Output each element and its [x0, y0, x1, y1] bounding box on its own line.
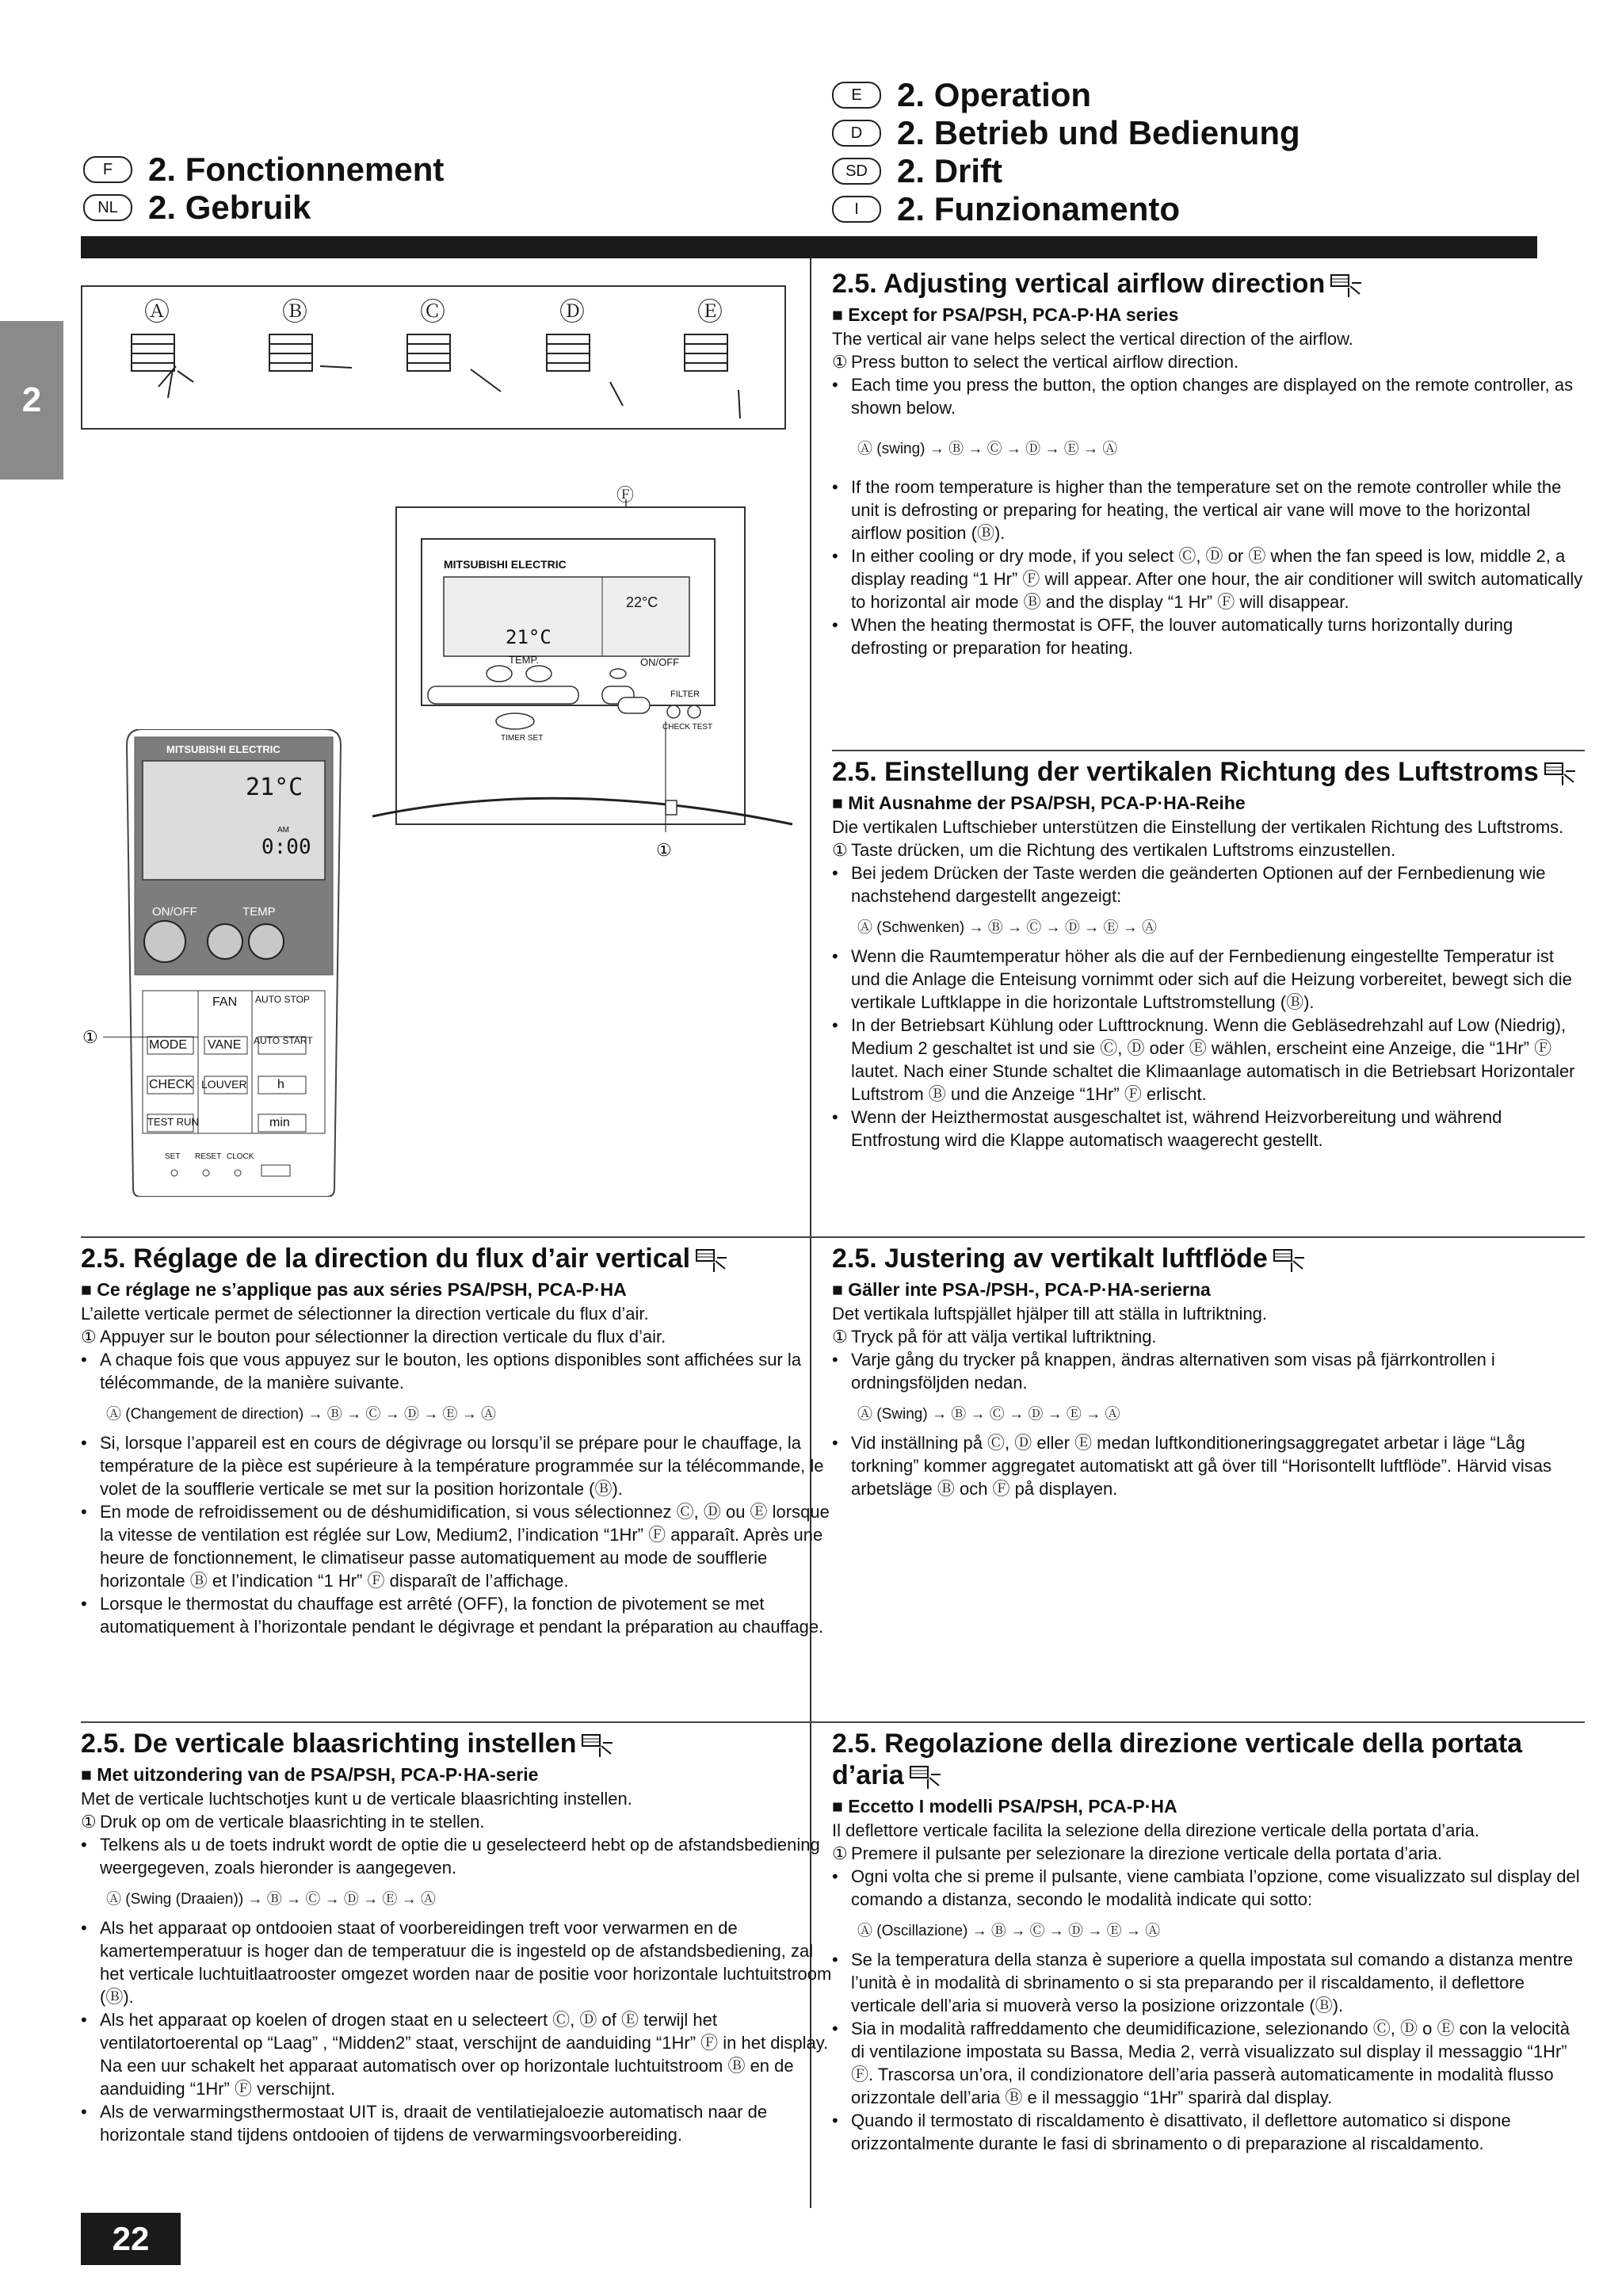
airflow-icon	[695, 1247, 728, 1274]
remote-display-time: 0:00	[261, 835, 311, 859]
vane-positions-diagram	[81, 285, 786, 430]
section-it-intro: Il deflettore verticale facilita la selezione della direzione verticale della portata d’aria.	[832, 1820, 1479, 1840]
section-en-list2	[832, 476, 1585, 659]
remote-display-temp: 21°C	[246, 774, 303, 801]
list-item: ① Tryck på för att välja vertikal luftriktning.	[832, 1327, 1157, 1347]
vane-d-icon	[547, 334, 623, 406]
airflow-icon	[1273, 1247, 1306, 1274]
header-it	[832, 190, 1300, 228]
list-item: • Telkens als u de toets indrukt wordt de optie die u geselecteerd hebt op de afstandsbediening weergegeven, zoals hieronder is aangegeven.	[81, 1835, 820, 1878]
section-sv-sequence: Ⓐ (Swing) → Ⓑ → Ⓒ → Ⓓ → Ⓔ → Ⓐ	[857, 1406, 1120, 1423]
airflow-icon	[1330, 272, 1363, 299]
lang-badge-sv: SD	[832, 158, 881, 185]
section-fr-list2	[81, 1431, 834, 1638]
list-item: ① Druk op om de verticale blaasrichting in te stellen.	[81, 1812, 485, 1832]
header-en-title: 2. Operation	[897, 76, 1092, 113]
vane-b-icon	[269, 334, 352, 371]
remote-auto-start-label: AUTO START	[254, 1035, 313, 1046]
section-nl-list2	[81, 1916, 834, 2146]
header-en	[832, 76, 1300, 114]
section-en	[832, 268, 1585, 659]
section-nl-intro: Met de verticale luchtschotjes kunt u de verticale blaasrichting instellen.	[81, 1789, 632, 1809]
page-number: 22	[81, 2213, 181, 2265]
section-nl-sub: ■ Met uitzondering van de PSA/PSH, PCA-P·HA-serie	[81, 1764, 539, 1785]
remote-onoff-label: ON/OFF	[152, 905, 197, 919]
list-item: ① Premere il pulsante per selezionare la direzione verticale della portata d’aria.	[832, 1843, 1442, 1863]
list-item: • A chaque fois que vous appuyez sur le bouton, les options disponibles sont affichées sur la télécommande, de la manière suivante.	[81, 1350, 802, 1392]
list-item: • Lorsque le thermostat du chauffage est arrêté (OFF), la fonction de pivotement se met automatiquement à l’horizontale pendant le dégivrage et pendant la préparation au chauffage.	[81, 1594, 824, 1637]
list-item: • In either cooling or dry mode, if you select Ⓒ, Ⓓ or Ⓔ when the fan speed is low, middle 2, a display reading “1 Hr” Ⓕ will appear. After one hour, the air conditioner will switch automatically to horizontal air mode Ⓑ and the display “1 Hr” Ⓕ will disappear.	[832, 546, 1583, 612]
section-fr-list	[81, 1325, 834, 1394]
section-fr-intro: L’ailette verticale permet de sélectionner la direction verticale du flux d’air.	[81, 1304, 649, 1324]
section-fr	[81, 1236, 834, 1638]
header-it-title: 2. Funzionamento	[897, 190, 1180, 227]
list-item: • Si, lorsque l’appareil est en cours de dégivrage ou lorsqu’il se prépare pour le chauffage, la température de la pièce est supérieure à la température programmée sur la télécommande, le volet de la soufflerie verticale se met sur la position horizontale (Ⓑ).	[81, 1433, 824, 1499]
section-en-sub: ■ Except for PSA/PSH, PCA-P·HA series	[832, 304, 1179, 325]
lang-badge-it: I	[832, 196, 881, 223]
section-fr-title: 2.5. Réglage de la direction du flux d’air vertical	[81, 1243, 834, 1274]
section-en-list	[832, 350, 1585, 419]
section-nl-list	[81, 1810, 834, 1879]
header-de-title: 2. Betrieb und Bedienung	[897, 114, 1300, 151]
remote-min-label: min	[269, 1116, 290, 1129]
vane-e-icon	[685, 334, 740, 418]
list-item: • Als het apparaat op koelen of drogen staat en u selecteert Ⓒ, Ⓓ of Ⓔ terwijl het ventilatortoerental op “Laag” , “Midden2” staat, verschijnt de aanduiding “1Hr” Ⓕ in het display. Na een uur schakelt het apparaat automatisch over op horizontale luchtuitstroom Ⓑ en de aanduiding “1Hr” Ⓕ verschijnt.	[81, 2010, 829, 2099]
top-rule	[81, 236, 1537, 258]
remote-mode-label: MODE	[149, 1038, 187, 1052]
remote-clock-label: CLOCK	[227, 1152, 254, 1161]
wired-callout-1: ①	[656, 840, 672, 860]
airflow-icon	[581, 1732, 614, 1759]
vane-label-a: Ⓐ	[144, 297, 170, 326]
vane-label-e: Ⓔ	[697, 297, 723, 326]
section-nl	[81, 1721, 834, 2146]
header-de	[832, 114, 1300, 152]
list-item: • Sia in modalità raffreddamento che deumidificazione, selezionando Ⓒ, Ⓓ o Ⓔ con la velocità di ventilazione impostata su Bassa, Media 2, verrà visualizzato sul display il messaggio “1Hr” Ⓕ. Trascorsa un’ora, il condizionatore dell’aria passerà automaticamente in modalità flusso orizzontale dell’aria Ⓑ e il messaggio “1Hr” sparirà dal display.	[832, 2019, 1570, 2107]
section-it	[832, 1721, 1585, 2155]
list-item: ① Taste drücken, um die Richtung des vertikalen Luftstroms einzustellen.	[832, 840, 1396, 860]
list-item: • Varje gång du trycker på knappen, ändras alternativen som visas på fjärrkontrollen i ordningsföljden nedan.	[832, 1350, 1495, 1392]
section-it-sequence: Ⓐ (Oscillazione) → Ⓑ → Ⓒ → Ⓓ → Ⓔ → Ⓐ	[857, 1923, 1161, 1939]
list-item: • When the heating thermostat is OFF, the louver automatically turns horizontally during defrosting or preparation for heating.	[832, 615, 1513, 658]
section-sv-list	[832, 1325, 1585, 1394]
wired-filter-label: FILTER	[670, 690, 700, 699]
wired-onoff-label: ON/OFF	[640, 656, 680, 668]
list-item: • Als het apparaat op ontdooien staat of voorbereidingen treft voor verwarmen en de kamertemperatuur is hoger dan de temperatuur die is ingesteld op de afstandsbediening, zal het verticale luchtuitlaatrooster omgezet worden naar de positie voor horizontale luchtuitstroom (Ⓑ).	[81, 1918, 832, 2007]
section-it-list2	[832, 1948, 1585, 2155]
handheld-remote	[119, 729, 349, 1197]
header-fr-title: 2. Fonctionnement	[148, 151, 445, 188]
vane-label-b: Ⓑ	[282, 297, 308, 326]
section-sv-list2	[832, 1431, 1585, 1500]
section-en-title: 2.5. Adjusting vertical airflow direction	[832, 268, 1585, 300]
remote-callout-1: ①	[82, 1027, 98, 1047]
section-sv-title: 2.5. Justering av vertikalt luftflöde	[832, 1243, 1585, 1274]
section-fr-rule	[81, 1236, 834, 1238]
section-en-sequence: Ⓐ (swing) → Ⓑ → Ⓒ → Ⓓ → Ⓔ → Ⓐ	[857, 441, 1118, 457]
section-it-rule	[832, 1721, 1585, 1723]
section-fr-sub: ■ Ce réglage ne s’applique pas aux séries PSA/PSH, PCA-P·HA	[81, 1279, 627, 1300]
wired-display-set: 22°C	[626, 594, 658, 610]
airflow-icon	[909, 1763, 942, 1790]
wired-timer-set-label: TIMER SET	[501, 734, 544, 743]
section-de	[832, 750, 1585, 1152]
section-it-sub: ■ Eccetto I modelli PSA/PSH, PCA-P·HA	[832, 1796, 1177, 1817]
section-sv-sub: ■ Gäller inte PSA-/PSH-, PCA-P·HA-serierna	[832, 1279, 1211, 1300]
remote-louver-label: LOUVER	[201, 1078, 247, 1091]
header-right	[832, 76, 1300, 228]
section-de-title: 2.5. Einstellung der vertikalen Richtung des Luftstroms	[832, 756, 1585, 788]
section-nl-sequence: Ⓐ (Swing (Draaien)) → Ⓑ → Ⓒ → Ⓓ → Ⓔ → Ⓐ	[106, 1891, 436, 1908]
wired-check-test-label: CHECK TEST	[662, 723, 713, 732]
section-sv-rule	[832, 1236, 1585, 1238]
wired-temp-label: TEMP.	[509, 654, 540, 666]
vane-c-icon	[407, 334, 501, 392]
remote-reset-label: RESET	[195, 1152, 222, 1161]
section-it-list	[832, 1842, 1585, 1911]
list-item: • Quando il termostato di riscaldamento è disattivato, il deflettore automatico si dispone orizzontalmente durante le fasi di sbrinamento o di preparazione al riscaldamento.	[832, 2111, 1511, 2153]
header-nl-title: 2. Gebruik	[148, 189, 311, 226]
list-item: • Each time you press the button, the option changes are displayed on the remote controller, as shown below.	[832, 375, 1574, 418]
list-item: • If the room temperature is higher than the temperature set on the remote controller while the unit is defrosting or preparing for heating, the vertical air vane will move to the horizontal airflow position (Ⓑ).	[832, 477, 1562, 543]
list-item: • Bei jedem Drücken der Taste werden die geänderten Optionen auf der Fernbedienung wie nachstehend dargestellt angezeigt:	[832, 863, 1546, 906]
section-sv	[832, 1236, 1585, 1500]
lang-badge-en: E	[832, 82, 881, 109]
list-item: • In der Betriebsart Kühlung oder Lufttrocknung. Wenn die Gebläsedrehzahl auf Low (Niedrig), Medium 2 geschaltet ist und sie Ⓒ, Ⓓ oder Ⓔ wählen, erscheint eine Anzeige, die “1Hr” Ⓕ lautet. Nach einer Stunde schaltet die Klimaanlage automatisch in die Betriebsart Horizontaler Luftstrom Ⓑ und die Anzeige “1Hr” Ⓕ erlischt.	[832, 1015, 1575, 1104]
header-left	[83, 151, 444, 227]
remote-brand: MITSUBISHI ELECTRIC	[166, 743, 281, 755]
remote-temp-label: TEMP	[242, 905, 276, 919]
wired-remote-svg	[364, 483, 808, 832]
list-item: ① Appuyer sur le bouton pour sélectionner la direction verticale du flux d’air.	[81, 1327, 666, 1347]
section-nl-rule	[81, 1721, 834, 1723]
list-item: • Se la temperatura della stanza è superiore a quella impostata sul comando a distanza mentre l’unità è in modalità di sbrinamento o si sta preparando per il riscaldamento, il deflettore verticale dell’aria si muoverà verso la posizione orizzontale (Ⓑ).	[832, 1950, 1574, 2015]
list-item: • Vid inställning på Ⓒ, Ⓓ eller Ⓔ medan luftkonditioneringsaggregatet arbetar i läge “Låg torkning” kommer aggregatet automatiskt att gå över till “Horisontellt luftflöde”. Härvid visas arbetsläge Ⓑ och Ⓕ på displayen.	[832, 1433, 1552, 1499]
list-item: ① Press button to select the vertical airflow direction.	[832, 352, 1239, 372]
wired-display-temp: 21°C	[506, 626, 551, 648]
wired-brand: MITSUBISHI ELECTRIC	[444, 558, 567, 571]
section-de-sequence: Ⓐ (Schwenken) → Ⓑ → Ⓒ → Ⓓ → Ⓔ → Ⓐ	[857, 919, 1157, 936]
remote-auto-stop-label: AUTO STOP	[255, 994, 310, 1005]
list-item: • Wenn die Raumtemperatur höher als die auf der Fernbedienung eingestellte Temperatur ist und die Anlage die Enteisung vornimmt oder sich auf die Heizung vorbereitet, bewegt sich die vertikale Luftklappe in die horizontale Luftstromstellung (Ⓑ).	[832, 946, 1572, 1012]
vane-label-c: Ⓒ	[420, 297, 446, 326]
section-de-rule	[832, 750, 1585, 751]
section-fr-sequence: Ⓐ (Changement de direction) → Ⓑ → Ⓒ → Ⓓ → Ⓔ → Ⓐ	[106, 1406, 497, 1423]
remote-display-am: AM	[277, 826, 289, 835]
remote-check-label: CHECK	[149, 1078, 194, 1091]
list-item: • Als de verwarmingsthermostaat UIT is, draait de ventilatiejaloezie automatisch naar de horizontale stand tijdens ontdooien of tijdens de verwarmingsvoorbereiding.	[81, 2102, 768, 2145]
list-item: • Wenn der Heizthermostat ausgeschaltet ist, während Heizvorbereitung und während Entfrostung wird die Klappe automatisch waagerecht gestellt.	[832, 1107, 1502, 1150]
lang-badge-nl: NL	[83, 194, 132, 221]
remote-fan-label: FAN	[212, 995, 238, 1009]
section-de-list2	[832, 945, 1585, 1152]
remote-h-label: h	[277, 1078, 284, 1091]
remote-test-run-label: TEST RUN	[147, 1116, 199, 1128]
section-de-intro: Die vertikalen Luftschieber unterstützen die Einstellung der vertikalen Richtung des Luftstroms.	[832, 817, 1564, 837]
list-item: • Ogni volta che si preme il pulsante, viene cambiata l’opzione, come visualizzato sul display del comando a distanza, secondo le modalità indicate qui sotto:	[832, 1866, 1580, 1909]
section-nl-title: 2.5. De verticale blaasrichting instellen	[81, 1728, 834, 1759]
section-it-title: 2.5. Regolazione della direzione verticale della portata d’aria	[832, 1729, 1523, 1790]
header-fr	[83, 151, 444, 189]
lang-badge-fr: F	[83, 156, 132, 183]
section-sv-intro: Det vertikala luftspjället hjälper till att ställa in luftriktning.	[832, 1304, 1268, 1324]
remote-set-label: SET	[165, 1152, 181, 1161]
vane-a-icon	[132, 334, 193, 398]
lang-badge-de: D	[832, 120, 881, 147]
section-de-list	[832, 839, 1585, 907]
section-en-intro: The vertical air vane helps select the vertical direction of the airflow.	[832, 329, 1353, 349]
vane-label-d: Ⓓ	[559, 297, 586, 326]
airflow-icon	[1544, 760, 1577, 787]
remote-vane-label: VANE	[208, 1038, 242, 1052]
section-de-sub: ■ Mit Ausnahme der PSA/PSH, PCA-P·HA-Reihe	[832, 793, 1246, 813]
header-sv-title: 2. Drift	[897, 152, 1003, 189]
chapter-tab: 2	[0, 321, 63, 479]
header-nl	[83, 189, 444, 227]
list-item: • En mode de refroidissement ou de déshumidification, si vous sélectionnez Ⓒ, Ⓓ ou Ⓔ lorsque la vitesse de ventilation est réglée sur Low, Medium2, l’indication “1Hr” Ⓕ apparaît. Après une heure de fonctionnement, le climatiseur passe automatiquement au mode de soufflerie horizontale Ⓑ et l’indication “1 Hr” Ⓕ disparaît de l’affichage.	[81, 1502, 830, 1591]
header-sv	[832, 152, 1300, 190]
wired-remote-controller	[364, 483, 808, 860]
wired-callout-f: Ⓕ	[616, 485, 635, 505]
